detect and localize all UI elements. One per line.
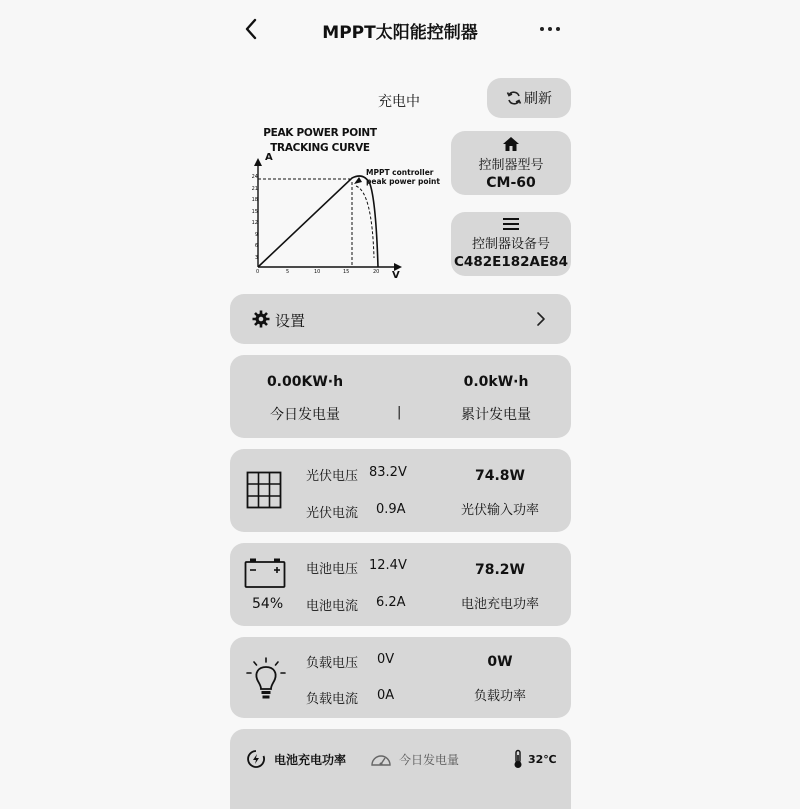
load-current-value: 0A <box>377 688 395 703</box>
pv-card <box>230 449 571 532</box>
battery-current-label: 电池电流 <box>306 599 359 614</box>
home-icon <box>502 136 520 152</box>
bottom-tab-bar <box>230 729 571 809</box>
pv-power-label: 光伏输入功率 <box>460 503 539 518</box>
load-power-label: 负载功率 <box>473 689 526 704</box>
battery-card <box>230 543 571 626</box>
load-voltage-label: 负载电压 <box>306 656 359 671</box>
bulb-icon <box>244 656 288 702</box>
battery-current-value: 6.2A <box>376 595 406 610</box>
controller-device-label: 控制器设备号 <box>471 237 550 252</box>
today-energy-label: 今日发电量 <box>270 407 340 423</box>
curve-y-tick: 18 <box>251 197 258 203</box>
solar-panel-icon <box>246 471 282 509</box>
curve-y-tick: 21 <box>251 185 258 192</box>
more-icon <box>538 22 562 36</box>
pv-power-value: 74.8W <box>475 468 525 484</box>
tab-temperature[interactable] <box>512 749 557 769</box>
pv-voltage-value: 83.2V <box>369 465 407 480</box>
curve-title-line2: TRACKING CURVE <box>270 142 370 154</box>
pv-voltage-label: 光伏电压 <box>306 469 359 484</box>
total-energy-label: 累计发电量 <box>461 407 531 423</box>
back-button[interactable] <box>240 16 264 42</box>
controller-model-label: 控制器型号 <box>478 158 544 173</box>
energy-card <box>230 355 571 438</box>
settings-label: 设置 <box>275 312 306 330</box>
energy-divider: | <box>397 405 402 420</box>
menu-icon <box>503 217 519 231</box>
curve-y-tick: 12 <box>251 220 258 226</box>
mppt-curve-diagram <box>240 122 440 287</box>
battery-icon <box>244 557 286 589</box>
curve-annotation-line1: MPPT controller <box>366 168 434 177</box>
charge-power-icon <box>246 749 266 769</box>
today-energy-value: 0.00KW·h <box>266 374 344 390</box>
tab-charge-power[interactable] <box>246 749 346 769</box>
pv-current-label: 光伏电流 <box>306 506 359 521</box>
load-power-value: 0W <box>487 654 513 670</box>
load-card <box>230 637 571 718</box>
gear-icon <box>252 310 270 328</box>
more-button[interactable] <box>538 22 562 36</box>
curve-y-axis-label: A <box>265 152 273 163</box>
curve-y-ticks <box>250 172 258 264</box>
curve-y-tick: 9 <box>254 231 258 238</box>
curve-y-tick: 15 <box>251 208 258 215</box>
curve-x-tick: 15 <box>343 269 350 275</box>
curve-annotation-line2: peak power point <box>366 177 440 186</box>
refresh-icon <box>506 90 522 106</box>
curve-x-tick: 5 <box>286 269 290 275</box>
curve-y-tick: 3 <box>254 254 258 261</box>
curve-x-axis-label: V <box>392 270 400 281</box>
load-voltage-value: 0V <box>377 652 395 667</box>
battery-power-value: 78.2W <box>475 562 525 578</box>
charging-status: 充电中 <box>378 94 420 110</box>
curve-plot <box>240 122 420 287</box>
controller-device-card[interactable] <box>451 212 571 276</box>
battery-percent: 54% <box>252 596 284 612</box>
controller-model-value: CM-60 <box>486 175 536 191</box>
gauge-icon <box>370 750 392 768</box>
curve-title-line1: PEAK POWER POINT <box>263 127 377 139</box>
curve-y-tick: 6 <box>254 243 258 249</box>
tab-today-energy-label: 今日发电量 <box>399 752 460 767</box>
controller-device-value: C482E182AE84 <box>454 254 568 270</box>
curve-y-tick: 24 <box>251 174 258 180</box>
total-energy-value: 0.0kW·h <box>463 374 529 390</box>
curve-x-tick: 0 <box>256 269 260 275</box>
app-screen <box>210 0 590 800</box>
tab-today-energy[interactable] <box>370 749 459 769</box>
chevron-left-icon <box>240 16 264 42</box>
page-title: MPPT太阳能控制器 <box>322 23 478 43</box>
refresh-label: 刷新 <box>524 91 552 107</box>
battery-voltage-value: 12.4V <box>369 558 407 573</box>
curve-x-tick: 20 <box>373 269 380 275</box>
battery-power-label: 电池充电功率 <box>460 597 539 612</box>
tab-temperature-label: 32℃ <box>528 752 557 766</box>
curve-x-tick: 10 <box>314 269 321 275</box>
tab-charge-power-label: 电池充电功率 <box>274 752 347 767</box>
battery-voltage-label: 电池电压 <box>306 562 359 577</box>
controller-model-card[interactable] <box>451 131 571 195</box>
thermometer-icon <box>512 749 524 769</box>
settings-row[interactable] <box>230 294 571 344</box>
chevron-right-icon <box>535 311 547 327</box>
pv-current-value: 0.9A <box>376 502 406 517</box>
refresh-button[interactable] <box>487 78 571 118</box>
load-current-label: 负载电流 <box>306 692 359 707</box>
